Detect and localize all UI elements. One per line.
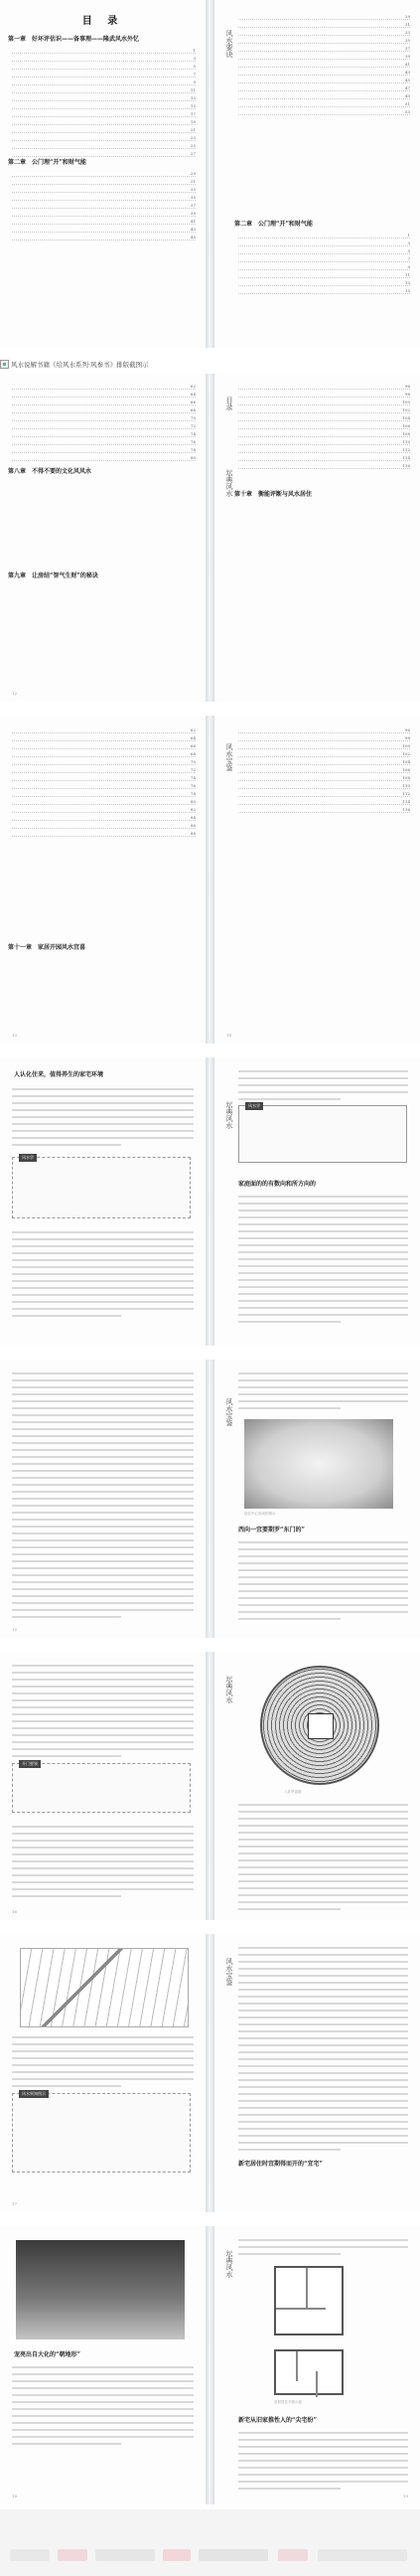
side-title: 坛典风水 (225, 1101, 233, 1129)
toc-entry-page: 114 (402, 455, 410, 460)
page-number: 15 (12, 1627, 18, 1632)
toc-entry-page: 62 (190, 727, 196, 732)
tip-box (238, 1105, 407, 1163)
article-page-left-5 (0, 2226, 206, 2504)
compass-caption: 八卦罗盘图 (284, 1790, 302, 1794)
toc-entry (12, 751, 196, 757)
toc-entry-page: 72 (190, 423, 196, 428)
tip-box-label: 风水学 (245, 1102, 263, 1110)
section-heading: 宠亮出自大化的“朝地形” (14, 2351, 80, 2358)
toc-entry (12, 211, 196, 217)
section-heading: 家庭面的的有数向和所方向的 (238, 1181, 317, 1188)
toc-entry (12, 95, 196, 101)
section-heading: 西向一宜要期罗“东门的” (238, 1527, 305, 1533)
toc-entry (12, 791, 196, 797)
tip-box-label: 风水须知图示 (19, 2090, 49, 2098)
toc-entry (12, 103, 196, 109)
toc-entry (12, 447, 196, 453)
toc-chapter-3: 第二章 公门理“开”和财气能 (234, 221, 313, 228)
floor-plan-2 (274, 2349, 344, 2395)
page-number: 14 (226, 1033, 232, 1038)
toc-entry-page: 84 (190, 815, 196, 820)
toc-entry-page: 80 (190, 455, 196, 460)
toc-entry-page: 70 (190, 415, 196, 420)
broken-image-icon (0, 360, 9, 369)
toc-entry (238, 288, 410, 294)
page-number: 18 (12, 2494, 18, 2498)
toc-entry-page: 35 (404, 38, 410, 43)
toc-entry-page: 70 (190, 759, 196, 764)
toc-entry (12, 203, 196, 209)
toc-entry (238, 447, 410, 453)
toc-entry-page: 33 (190, 187, 196, 192)
tip-box-label: 风水学 (19, 1154, 37, 1162)
toc-entry-page: 39 (190, 211, 196, 216)
toc-entry-page: 15 (190, 103, 196, 108)
toc-entry-page: 43 (404, 70, 410, 75)
toc-entry-page: 15 (404, 288, 410, 293)
page-number: 16 (12, 1909, 18, 1914)
side-title: 坛典风水 (225, 1676, 233, 1703)
toc-entry (12, 87, 196, 93)
article-page-right (214, 1057, 420, 1346)
toc-entry (12, 759, 196, 765)
toc-entry (238, 735, 410, 741)
toc-page-right-2 (214, 374, 420, 702)
toc-entry (12, 235, 196, 241)
toc-entry-page: 98 (404, 392, 410, 397)
toc-entry (238, 264, 410, 270)
toc-entry-page: 39 (404, 54, 410, 59)
toc-entry (12, 135, 196, 141)
gutter (206, 1360, 214, 1638)
toc-entry (238, 791, 410, 797)
page-number: 12 (12, 691, 18, 696)
toc-page-left-2 (0, 374, 206, 702)
toc-entry-page: 31 (404, 22, 410, 27)
toc-entry (12, 831, 196, 837)
body-text (238, 1538, 408, 1622)
toc-entry (12, 815, 196, 821)
page-number: 13 (12, 1033, 18, 1038)
toc-entry (238, 807, 410, 813)
toc-entry (12, 127, 196, 133)
article-page-right-4 (214, 1934, 420, 2212)
body-text (12, 1228, 194, 1319)
toc-entry-page: 9 (193, 80, 196, 84)
toc-entry-page: 108 (402, 431, 410, 436)
body-text (12, 1662, 194, 1759)
toc-entry (12, 807, 196, 813)
toc-entry (12, 227, 196, 233)
toc-entry-page: 13 (190, 95, 196, 100)
toc-entry-page: 64 (190, 392, 196, 397)
side-title: 目录 (225, 397, 233, 410)
tip-box-label: 开门要领 (19, 1760, 41, 1768)
toc-entry-page: 25 (190, 143, 196, 148)
toc-entry (238, 14, 410, 20)
toc-entry-page: 31 (190, 179, 196, 184)
toc-entry-page: 3 (407, 241, 410, 245)
toc-entry (12, 143, 196, 149)
article-page-right-5 (214, 2226, 420, 2504)
toc-entry (238, 248, 410, 254)
page-number: 17 (12, 2201, 18, 2206)
toc-entry-page: 35 (190, 195, 196, 200)
toc-entry-page: 45 (190, 235, 196, 240)
toc-entry-page: 5 (407, 248, 410, 253)
toc-entry (238, 46, 410, 52)
body-text (238, 2236, 408, 2257)
toc-entry (12, 423, 196, 429)
toc-entry-page: 104 (402, 759, 410, 764)
toc-entry (238, 400, 410, 405)
toc-entry (238, 54, 410, 60)
toc-entry (12, 64, 196, 70)
body-text (238, 1193, 408, 1325)
toc-entry (12, 735, 196, 741)
toc-entry-page: 41 (190, 219, 196, 224)
toc-entry-page: 100 (402, 400, 410, 404)
toc-entry-page: 29 (404, 14, 410, 19)
toc-entry (238, 743, 410, 749)
toc-entry (12, 392, 196, 398)
toc-entry-page: 45 (404, 78, 410, 82)
gutter (206, 374, 214, 702)
toc-page-right-3 (214, 716, 420, 1044)
toc-entry (12, 407, 196, 413)
toc-entry (238, 455, 410, 461)
toc-entry (238, 280, 410, 286)
toc-entry-page: 88 (190, 831, 196, 836)
toc-entry-page: 17 (190, 111, 196, 116)
toc-entry (238, 78, 410, 83)
body-text (12, 1823, 194, 1899)
toc-entry (12, 219, 196, 225)
toc-chapter-1: 第一章 好坏评估识——备事理——隆武风水外忆 (8, 36, 140, 43)
toc-entry-page: 116 (402, 463, 410, 468)
toc-entry-page: 112 (402, 447, 410, 452)
body-text (238, 1067, 408, 1102)
body-text (12, 2033, 194, 2089)
article-page-left (0, 1057, 206, 1346)
article-page-left-3 (0, 1652, 206, 1920)
toc-entry (238, 775, 410, 781)
toc-entry-page: 116 (402, 807, 410, 812)
photo-caption: 居住中心形成的图示 (244, 1512, 276, 1516)
toc-entry (238, 751, 410, 757)
toc-entry (238, 233, 410, 239)
toc-entry (238, 38, 410, 44)
toc-entry (238, 256, 410, 262)
toc-entry (12, 111, 196, 117)
toc-entry-page: 80 (190, 799, 196, 804)
toc-entry (12, 179, 196, 185)
tip-box (12, 1157, 191, 1218)
houses-illustration (20, 1948, 189, 2027)
toc-title: 目 录 (81, 16, 124, 27)
toc-entry-page: 53 (404, 109, 410, 114)
toc-chapter-9: 第九章 让房结“智气生财”的秘诀 (8, 572, 98, 579)
toc-entry-page: 3 (193, 56, 196, 61)
toc-entry (238, 423, 410, 429)
toc-entry (12, 384, 196, 390)
toc-entry (238, 431, 410, 437)
toc-entry (12, 151, 196, 157)
gutter (206, 2226, 214, 2504)
toc-entry (238, 392, 410, 398)
toc-entry-page: 11 (190, 87, 196, 92)
toc-entry-page: 66 (190, 400, 196, 404)
toc-entry (238, 93, 410, 99)
toc-entry-page: 27 (190, 151, 196, 156)
toc-entry-page: 41 (404, 62, 410, 67)
toc-entry-page: 98 (404, 735, 410, 740)
toc-entry (12, 775, 196, 781)
toc-entry (238, 241, 410, 246)
toc-entry-page: 86 (190, 823, 196, 828)
side-title: 坛典风水 (225, 469, 233, 497)
toc-entry-page: 5 (193, 64, 196, 69)
toc-entry-page: 78 (190, 447, 196, 452)
toc-entry (238, 407, 410, 413)
bagua-compass-image (260, 1666, 379, 1785)
toc-entry-page: 49 (404, 93, 410, 98)
toc-entry-page: 62 (190, 384, 196, 389)
toc-entry (12, 439, 196, 445)
toc-entry-page: 106 (402, 423, 410, 428)
toc-entry-page: 108 (402, 775, 410, 780)
gutter (206, 1652, 214, 1920)
section-heading: 新宅从旧家推性人的“尖宅纷” (238, 2417, 317, 2424)
toc-chapter-2: 第二章 公门理“开”和财气能 (8, 159, 86, 166)
toc-entry-page: 110 (402, 439, 410, 444)
toc-entry-page: 9 (407, 264, 410, 269)
toc-entry (238, 767, 410, 773)
toc-entry (238, 384, 410, 390)
toc-page-right (214, 0, 420, 348)
toc-entry-page: 104 (402, 415, 410, 420)
toc-entry-page: 82 (190, 807, 196, 812)
toc-entry (238, 727, 410, 733)
broken-image (0, 360, 149, 369)
toc-entry-page: 74 (190, 431, 196, 436)
toc-entry-page: 66 (190, 743, 196, 748)
building-photo (16, 2240, 185, 2339)
toc-chapter-11: 第十一章 家居开园风水宜喜 (8, 944, 86, 951)
toc-entry-page: 29 (190, 171, 196, 176)
side-title: 风水宝鉴 (225, 743, 233, 771)
toc-entry (238, 30, 410, 36)
toc-entry (12, 187, 196, 193)
toc-entry-page: 64 (190, 735, 196, 740)
toc-entry (12, 431, 196, 437)
toc-entry-page: 102 (402, 751, 410, 756)
side-title: 风水宝鉴 (225, 1958, 233, 1986)
toc-entry-page: 47 (404, 85, 410, 90)
page-number: 19 (402, 2494, 408, 2498)
toc-entry (12, 727, 196, 733)
toc-entry (238, 439, 410, 445)
toc-entry (238, 109, 410, 115)
toc-entry (12, 415, 196, 421)
gutter (206, 1057, 214, 1346)
toc-entry-page: 68 (190, 407, 196, 412)
body-text (238, 2429, 408, 2492)
toc-entry (238, 799, 410, 805)
toc-entry-page: 37 (190, 203, 196, 208)
toc-entry (238, 463, 410, 469)
toc-entry-page: 7 (193, 72, 196, 77)
toc-entry (12, 48, 196, 54)
side-title: 风水要诀 (225, 30, 233, 58)
side-title: 坛典风水 (225, 2250, 233, 2278)
toc-entry-page: 72 (190, 767, 196, 772)
section-heading: 人认化住来，值得养生的家宅环境 (14, 1071, 104, 1078)
toc-entry-page: 106 (402, 767, 410, 772)
toc-chapter-10: 第十章 衡能评断与风水居住 (234, 491, 313, 498)
toc-page-left (0, 0, 206, 348)
article-page-left-4 (0, 1934, 206, 2212)
toc-entry (238, 85, 410, 91)
toc-entry-page: 33 (404, 30, 410, 35)
toc-entry-page: 1 (193, 48, 196, 53)
toc-entry-page: 112 (402, 791, 410, 796)
toc-entry-page: 7 (407, 256, 410, 261)
toc-entry (12, 80, 196, 85)
toc-entry (12, 767, 196, 773)
toc-entry (12, 743, 196, 749)
toc-entry-page: 114 (402, 799, 410, 804)
toc-entry (238, 101, 410, 107)
body-text (238, 1369, 408, 1411)
tip-box (12, 2093, 191, 2173)
toc-entry-page: 110 (402, 783, 410, 788)
toc-entry (12, 195, 196, 201)
toc-entry-page: 96 (404, 384, 410, 389)
toc-entry (238, 415, 410, 421)
toc-entry (12, 171, 196, 177)
toc-entry (12, 119, 196, 125)
toc-entry (238, 272, 410, 278)
section-heading: 新宅居住时宜期得而开的“宜宅” (238, 2161, 323, 2168)
toc-entry-page: 19 (190, 119, 196, 124)
toc-entry-page: 96 (404, 727, 410, 732)
toc-entry-page: 43 (190, 227, 196, 232)
gutter (206, 0, 214, 348)
toc-entry-page: 74 (190, 775, 196, 780)
article-page-left-2 (0, 1360, 206, 1638)
gutter (206, 716, 214, 1044)
photo-landscape (244, 1419, 393, 1509)
toc-entry (12, 823, 196, 829)
toc-entry-page: 21 (190, 127, 196, 132)
footer-strip (0, 2509, 420, 2576)
toc-entry-page: 13 (404, 280, 410, 285)
side-title: 风水宝鉴 (225, 1398, 233, 1426)
toc-entry (238, 783, 410, 789)
article-page-right-2 (214, 1360, 420, 1638)
toc-entry (238, 70, 410, 76)
gutter (206, 1934, 214, 2212)
toc-entry-page: 100 (402, 743, 410, 748)
floor-plan-1 (274, 2266, 344, 2335)
toc-entry (238, 62, 410, 68)
body-text (12, 1085, 194, 1148)
toc-entry-page: 11 (404, 272, 410, 277)
body-text (238, 1944, 408, 2153)
toc-entry-page: 102 (402, 407, 410, 412)
plan-caption: 房屋居住平面示意 (274, 2400, 302, 2404)
toc-entry (12, 455, 196, 461)
body-text (238, 1801, 408, 1912)
toc-entry-page: 76 (190, 439, 196, 444)
body-text (12, 1369, 194, 1620)
toc-entry (12, 56, 196, 62)
toc-entry (238, 22, 410, 28)
toc-entry-page: 78 (190, 791, 196, 796)
broken-image-alt: 风水说解书籍《给风水系列·风参书》排版截图示 (11, 361, 149, 369)
toc-entry-page: 68 (190, 751, 196, 756)
article-page-right-3 (214, 1652, 420, 1920)
toc-entry (12, 72, 196, 78)
toc-chapter-8: 第八章 不得不要的文化风风水 (8, 468, 92, 475)
toc-entry (12, 400, 196, 405)
tip-box (12, 1763, 191, 1813)
toc-page-left-3 (0, 716, 206, 1044)
toc-entry-page: 23 (190, 135, 196, 140)
body-text (12, 2363, 194, 2447)
toc-entry (12, 783, 196, 789)
toc-entry (238, 759, 410, 765)
toc-entry-page: 37 (404, 46, 410, 51)
toc-entry-page: 76 (190, 783, 196, 788)
toc-entry (12, 799, 196, 805)
toc-entry-page: 51 (404, 101, 410, 106)
toc-entry-page: 1 (407, 233, 410, 238)
